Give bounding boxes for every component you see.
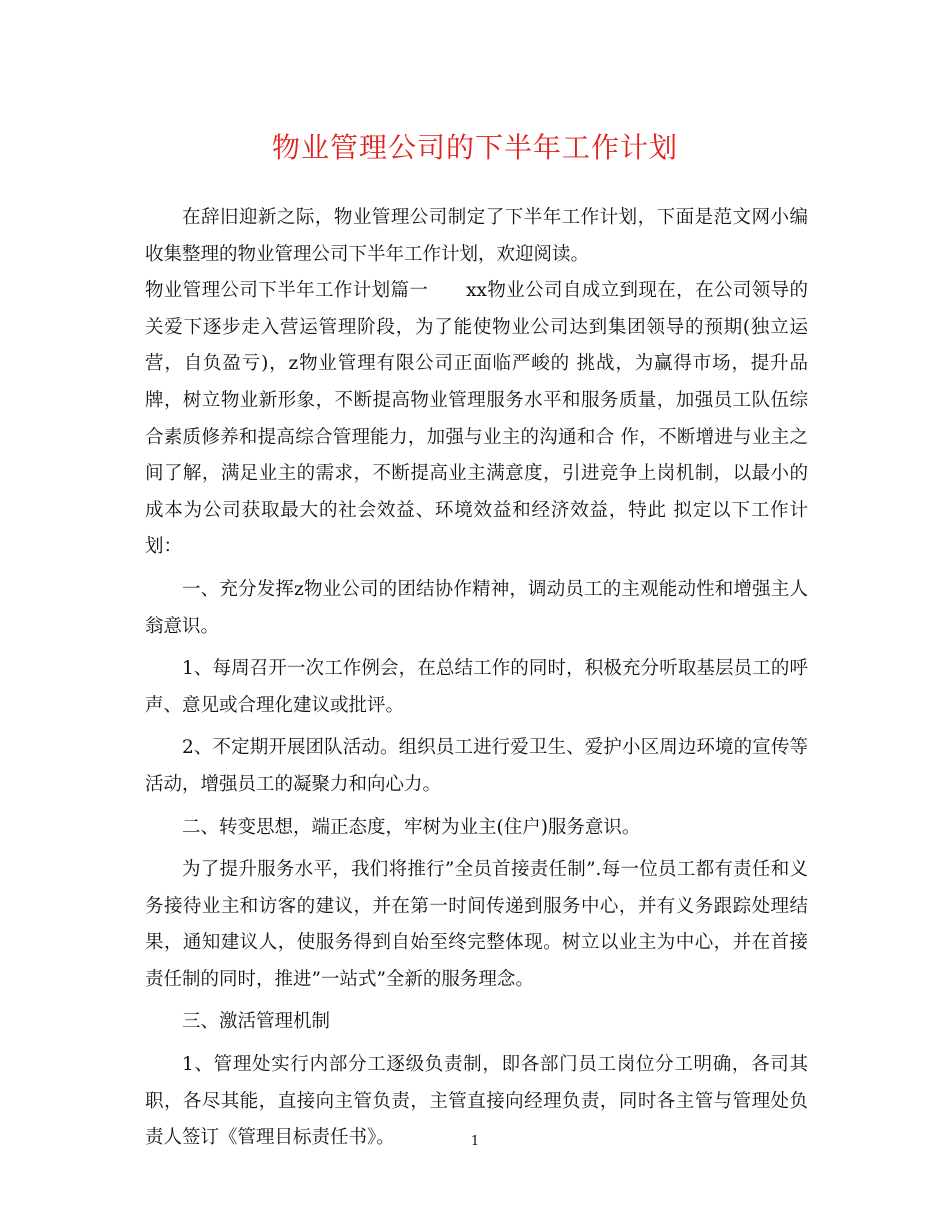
paragraph-plan-one: 物业管理公司下半年工作计划篇一 xx物业公司自成立到现在，在公司领导的关爱下逐步走入营运管理阶段，为了能使物业公司达到集团领导的预期(独立运营，自负盈亏)，z物业管理有限公司正面临严峻的 挑战，为赢得市场，提升品牌，树立物业新形象，不断提高物业管理服务水平和服务质量，加强员工队伍综合素质修养和提高综合管理能力，加强与业主的沟通和合 作，不断增进与业主之间了解，满足业主的需求，不断提高业主满意度，引进竞争上岗机制，以最小的成本为公司获取最大的社会效益、环境效益和经济效益，特此 拟定以下工作计划： <box>145 280 808 558</box>
paragraph-item-2: 2、不定期开展团队活动。组织员工进行爱卫生、爱护小区周边环境的宣传等活动，增强员工的凝聚力和向心力。 <box>145 737 808 795</box>
document-body <box>145 200 808 1157</box>
paragraph-service: 为了提升服务水平，我们将推行”全员首接责任制”.每一位员工都有责任和义务接待业主和访客的建议，并在第一时间传递到服务中心，并有义务跟踪处理结果，通知建议人，使服务得到自始至终完整体现。树立以业主为中心，并在首接责任制的同时，推进”一站式”全新的服务理念。 <box>145 859 808 990</box>
paragraph-intro: 在辞旧迎新之际，物业管理公司制定了下半年工作计划，下面是范文网小编收集整理的物业管理公司下半年工作计划，欢迎阅读。 <box>145 207 808 265</box>
heading-section-three: 三、激活管理机制 <box>182 1011 331 1033</box>
heading-section-two: 二、转变思想，端正态度，牢树为业主(住户)服务意识。 <box>182 816 641 838</box>
paragraph-item-1: 1、每周召开一次工作例会，在总结工作的同时，积极充分听取基层员工的呼声、意见或合理化建议或批评。 <box>145 658 808 716</box>
heading-section-one: 一、充分发挥z物业公司的团结协作精神，调动员工的主观能动性和增强主人翁意识。 <box>145 578 808 637</box>
page-number: 1 <box>470 1134 480 1149</box>
paragraph-management: 1、管理处实行内部分工逐级负责制，即各部门员工岗位分工明确，各司其职，各尽其能，直接向主管负责，主管直接向经理负责，同时各主管与管理处负责人签订《管理目标责任书》。 <box>145 1054 808 1149</box>
document-title: 物业管理公司的下半年工作计划 <box>271 131 678 164</box>
